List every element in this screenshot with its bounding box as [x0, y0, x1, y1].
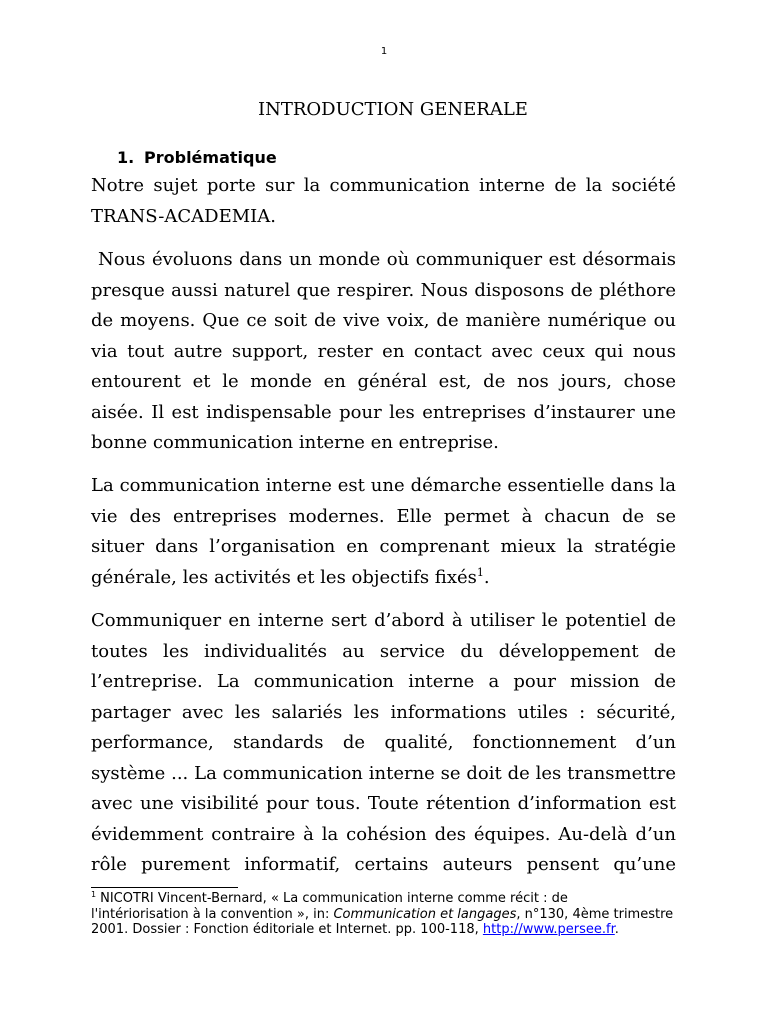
paragraph-4 [91, 606, 676, 881]
section-heading-text: Problématique [144, 148, 277, 167]
footnote-line [91, 907, 676, 923]
paragraph-1 [91, 171, 676, 232]
text-line [91, 563, 676, 594]
text-line: Notre sujet porte sur la communication interne de la société [91, 175, 676, 196]
footnote-text: l'intériorisation à la convention », in: [91, 906, 334, 922]
text-line: presque aussi naturel que respirer. Nous disposons de pléthore [91, 279, 676, 301]
footnote-ref: 1 [476, 565, 484, 579]
footnote-line [91, 891, 676, 907]
section-heading [117, 143, 277, 174]
text-line: partager avec les salariés les informations utiles : sécurité, [91, 701, 676, 723]
footnote-journal-title: Communication et langages [333, 906, 517, 922]
footnote-text: , n°130, 4ème trimestre [516, 906, 674, 922]
text-line: de moyens. Que ce soit de vive voix, de manière numérique ou [91, 310, 676, 331]
text-line-end: . [483, 566, 490, 588]
text-line: bonne communication interne en entreprise. [91, 432, 499, 453]
paragraph-3 [91, 471, 676, 593]
footnote-text: NICOTRI Vincent-Bernard, « La communication interne comme récit : de [100, 891, 568, 906]
text-line: toutes les individualités au service du développement de [91, 640, 676, 662]
text-line: Nous évoluons dans un monde où communiquer est désormais [98, 249, 676, 270]
text-line: avec une visibilité pour tous. Toute rétention d’information est [91, 793, 676, 814]
document-title: INTRODUCTION GENERALE [258, 99, 528, 120]
footnote-marker: 1 [91, 889, 97, 899]
section-number: 1. [117, 148, 135, 167]
footnote [91, 891, 676, 938]
text-line: Communiquer en interne sert d’abord à utiliser le potentiel de [91, 610, 676, 631]
footnote-text: . [614, 922, 619, 937]
text-line: évidemment contraire à la cohésion des équipes. Au-delà d’un [91, 823, 676, 845]
footnote-line [91, 922, 676, 938]
text-line: situer dans l’organisation en comprenant mieux la stratégie [91, 536, 676, 557]
paragraph-2 [91, 245, 676, 459]
text-line: via tout autre support, rester en contact avec ceux qui nous [91, 340, 676, 362]
text-line-content: générale, les activités et les objectifs fixés [91, 566, 477, 588]
text-line: l’entreprise. La communication interne a pour mission de [91, 671, 676, 692]
text-line: TRANS-ACADEMIA. [91, 205, 276, 227]
footnote-text: 2001. Dossier : Fonction éditoriale et Internet. pp. 100-118, [91, 922, 483, 937]
text-line: aisée. Il est indispensable pour les entreprises d’instaurer une [91, 401, 676, 423]
text-line: vie des entreprises modernes. Elle permet à chacun de se [91, 505, 676, 527]
text-line: La communication interne est une démarche essentielle dans la [91, 475, 676, 496]
page-number: 1 [380, 46, 388, 57]
text-line: entourent et le monde en général est, de nos jours, chose [91, 371, 676, 392]
footnote-link[interactable]: http://www.persee.fr [482, 922, 615, 937]
text-line: système ... La communication interne se doit de les transmettre [91, 762, 676, 784]
text-line: performance, standards de qualité, fonctionnement d’un [91, 732, 676, 753]
text-line: rôle purement informatif, certains auteurs pensent qu’une [91, 854, 676, 875]
footnote-separator [91, 887, 238, 888]
